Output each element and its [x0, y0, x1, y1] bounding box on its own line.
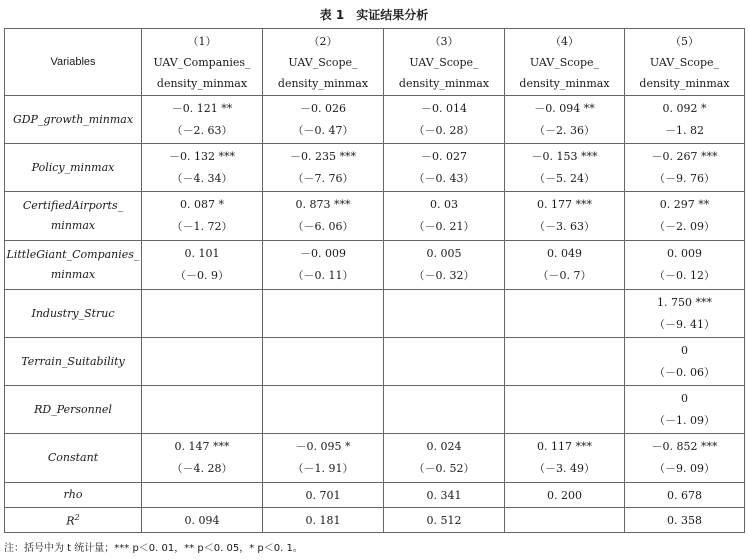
row-label — [5, 338, 142, 386]
coefficient: －0. 026 — [300, 101, 346, 115]
table-cell — [625, 434, 745, 483]
column-dv-line2: density_minmax — [156, 76, 248, 90]
t-statistic: （－1. 91） — [292, 462, 354, 475]
r2-symbol: R — [66, 514, 75, 528]
coefficient: 0. 873 *** — [295, 198, 351, 211]
table-cell — [142, 483, 263, 508]
table-cell — [505, 144, 625, 192]
coefficient: 0 — [681, 391, 688, 405]
table-cell: 0. 200 — [505, 483, 625, 508]
coefficient: 0. 03 — [430, 198, 458, 211]
column-dv-line1: UAV_Companies_ — [153, 55, 251, 69]
row-label-line1: Constant — [47, 451, 99, 464]
table-cell — [142, 386, 263, 434]
table-row — [5, 290, 745, 338]
column-dv-line1: UAV_Scope_ — [649, 55, 720, 69]
coefficient: 0 — [681, 343, 688, 357]
table-cell — [263, 241, 384, 290]
table-cell — [142, 290, 263, 338]
table-cell — [142, 144, 263, 192]
t-statistic: （－0. 06） — [654, 365, 715, 379]
coefficient: －0. 027 — [421, 149, 467, 163]
coefficient: 0. 005 — [426, 247, 462, 260]
table-row — [5, 386, 745, 434]
coefficient: 0. 009 — [667, 247, 702, 260]
coefficient: 0. 117 *** — [537, 440, 592, 453]
table-cell — [263, 434, 384, 483]
table-cell: 0. 701 — [263, 483, 384, 508]
table-row — [5, 96, 745, 144]
column-number: （3） — [429, 34, 459, 48]
table-note: 注：括号中为 t 统计量；*** p＜0. 01，** p＜0. 05，* p＜0. 1。 — [4, 543, 303, 554]
column-number: （4） — [550, 34, 579, 48]
t-statistic: －1. 82 — [665, 123, 704, 137]
table-cell: 0. 094 — [142, 508, 263, 533]
t-statistic: （－4. 28） — [171, 462, 233, 475]
column-dv-line1: UAV_Scope_ — [529, 55, 600, 69]
table-cell — [625, 96, 745, 144]
row-label — [5, 192, 142, 241]
t-statistic: （－0. 12） — [654, 269, 715, 282]
row-label — [5, 144, 142, 192]
row-label-line1: Policy_minmax — [31, 160, 115, 174]
row-label-line1: CertifiedAirports_ — [22, 199, 124, 212]
t-statistic: （－0. 11） — [292, 269, 354, 282]
coefficient: 0. 147 *** — [174, 440, 230, 453]
coefficient: －0. 132 *** — [169, 149, 235, 163]
table-cell — [505, 386, 625, 434]
table-cell — [384, 192, 505, 241]
t-statistic: （－0. 43） — [413, 171, 475, 185]
table-row — [5, 434, 745, 483]
table-row — [5, 144, 745, 192]
variables-header: Variables — [5, 29, 142, 96]
column-dv-line1: UAV_Scope_ — [288, 55, 358, 69]
table-cell: 0. 678 — [625, 483, 745, 508]
table-cell — [505, 192, 625, 241]
table-cell: 0. 181 — [263, 508, 384, 533]
table-cell — [263, 386, 384, 434]
table-cell — [384, 338, 505, 386]
coefficient: －0. 153 *** — [531, 149, 598, 163]
t-statistic: （－5. 24） — [534, 171, 595, 185]
coefficient: －0. 267 *** — [651, 149, 718, 163]
t-statistic: （－0. 7） — [537, 269, 592, 282]
row-label-line1: Terrain_Suitability — [21, 354, 125, 368]
column-header-3 — [384, 29, 505, 96]
coefficient: －0. 094 ** — [534, 101, 595, 115]
coefficient: 0. 087 * — [180, 198, 224, 211]
row-label — [5, 386, 142, 434]
row-label-line2: minmax — [50, 268, 96, 281]
table-cell — [625, 386, 745, 434]
row-label — [5, 290, 142, 338]
r2-superscript: 2 — [74, 513, 80, 523]
coefficient: －0. 014 — [421, 101, 467, 115]
t-statistic: （－0. 9） — [175, 269, 229, 282]
table-cell — [384, 241, 505, 290]
table-cell — [142, 434, 263, 483]
table-cell — [384, 290, 505, 338]
table-cell — [384, 144, 505, 192]
t-statistic: （－1. 72） — [171, 220, 233, 233]
table-cell — [263, 144, 384, 192]
t-statistic: （－4. 34） — [171, 171, 233, 185]
table-cell — [625, 192, 745, 241]
table-cell — [263, 290, 384, 338]
table-cell — [142, 338, 263, 386]
t-statistic: （－0. 28） — [413, 123, 475, 137]
table-row — [5, 338, 745, 386]
coefficient: 0. 049 — [547, 247, 582, 260]
table-cell — [142, 192, 263, 241]
column-header-2 — [263, 29, 384, 96]
t-statistic: （－9. 41） — [654, 317, 715, 331]
column-number: （5） — [670, 34, 699, 48]
t-statistic: （－2. 36） — [534, 123, 595, 137]
column-number: （2） — [308, 34, 338, 48]
table-cell — [625, 290, 745, 338]
table-cell — [505, 434, 625, 483]
coefficient: 0. 101 — [184, 247, 220, 260]
table-cell — [384, 434, 505, 483]
coefficient: 0. 092 * — [662, 101, 707, 115]
table-cell — [263, 192, 384, 241]
row-label-line1: Industry_Struc — [31, 306, 115, 320]
coefficient: 0. 297 ** — [659, 198, 710, 211]
table-cell — [505, 241, 625, 290]
coefficient: －0. 121 ** — [171, 101, 233, 115]
table-cell — [263, 96, 384, 144]
t-statistic: （－0. 47） — [292, 123, 354, 137]
table-row — [5, 241, 745, 290]
coefficient: －0. 852 *** — [651, 440, 718, 453]
column-dv-line2: density_minmax — [639, 76, 730, 90]
column-header-1 — [142, 29, 263, 96]
coefficient: －0. 009 — [300, 247, 346, 260]
t-statistic: （－0. 32） — [413, 269, 475, 282]
row-label: rho — [5, 483, 142, 508]
row-label-line2: minmax — [50, 219, 96, 232]
t-statistic: （－2. 09） — [654, 220, 715, 233]
t-statistic: （－1. 09） — [654, 413, 715, 427]
table-title: 表 1 实证结果分析 — [319, 8, 429, 22]
column-header-4 — [505, 29, 625, 96]
column-dv-line1: UAV_Scope_ — [409, 55, 479, 69]
table-cell — [625, 241, 745, 290]
t-statistic: （－7. 76） — [292, 171, 354, 185]
column-dv-line2: density_minmax — [277, 76, 369, 90]
coefficient: 0. 177 *** — [537, 198, 592, 211]
table-cell — [505, 290, 625, 338]
table-cell — [505, 508, 625, 533]
row-label-line1: RD_Personnel — [34, 402, 112, 416]
column-header-5 — [625, 29, 745, 96]
row-label — [5, 241, 142, 290]
t-statistic: （－3. 49） — [534, 462, 595, 475]
column-number: （1） — [187, 34, 217, 48]
table-cell: 0. 512 — [384, 508, 505, 533]
row-label — [5, 434, 142, 483]
table-cell — [505, 96, 625, 144]
table-cell — [625, 338, 745, 386]
table-cell — [142, 241, 263, 290]
table-row-rho — [5, 483, 745, 508]
table-cell: 0. 358 — [625, 508, 745, 533]
row-label — [5, 96, 142, 144]
table-cell — [625, 144, 745, 192]
results-table — [4, 28, 745, 533]
table-cell — [384, 386, 505, 434]
t-statistic: （－3. 63） — [534, 220, 595, 233]
t-statistic: （－6. 06） — [292, 220, 354, 233]
table-row-r-squared — [5, 508, 745, 533]
t-statistic: （－2. 63） — [171, 123, 233, 137]
column-dv-line2: density_minmax — [519, 76, 610, 90]
row-label-line1: LittleGiant_Companies_ — [6, 248, 140, 261]
table-cell: 0. 341 — [384, 483, 505, 508]
table-cell — [142, 96, 263, 144]
t-statistic: （－9. 09） — [654, 462, 715, 475]
row-label-line1: GDP_growth_minmax — [12, 112, 134, 126]
row-label — [5, 508, 142, 533]
t-statistic: （－9. 76） — [654, 171, 715, 185]
header-row — [5, 29, 745, 96]
table-cell — [384, 96, 505, 144]
coefficient: －0. 235 *** — [290, 149, 356, 163]
coefficient: 0. 024 — [426, 440, 462, 453]
column-dv-line2: density_minmax — [398, 76, 490, 90]
table-cell — [505, 338, 625, 386]
coefficient: 1. 750 *** — [657, 295, 712, 309]
table-row — [5, 192, 745, 241]
coefficient: －0. 095 * — [295, 440, 351, 453]
t-statistic: （－0. 52） — [413, 462, 475, 475]
table-cell — [263, 338, 384, 386]
t-statistic: （－0. 21） — [413, 220, 475, 233]
